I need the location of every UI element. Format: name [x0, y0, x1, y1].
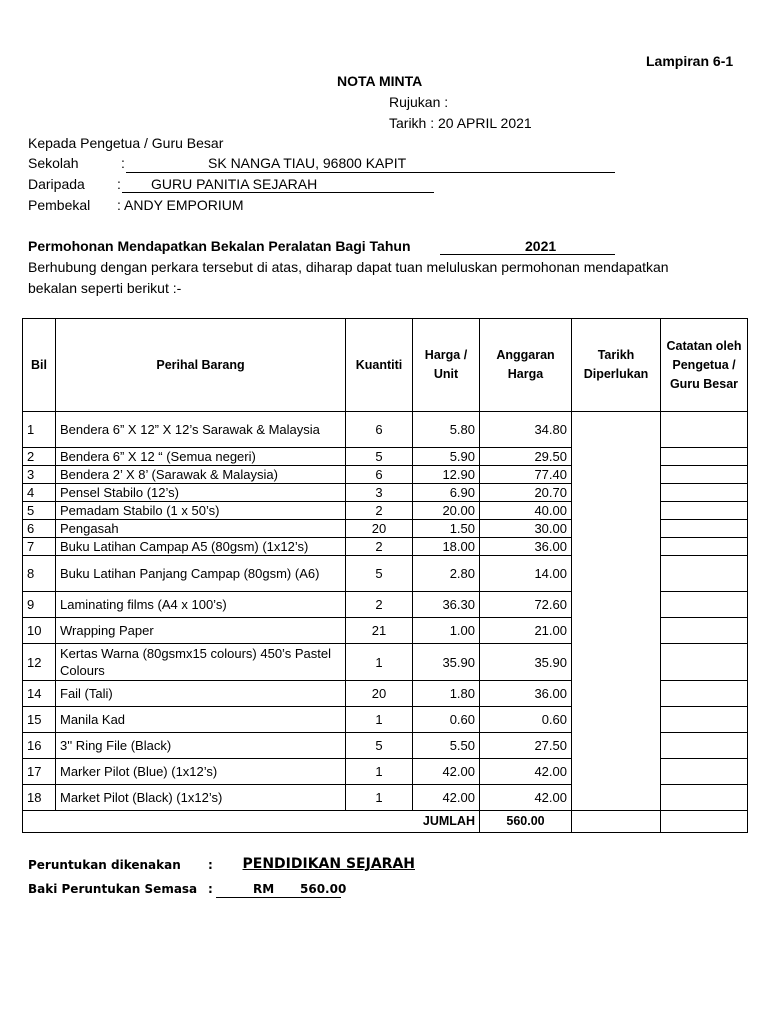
- peruntukan-label: Peruntukan dikenakan: [28, 858, 181, 872]
- bil-cell: 3: [23, 466, 56, 484]
- bil-cell: 9: [23, 592, 56, 618]
- total-price-cell: 77.40: [480, 466, 572, 484]
- total-tarikh-cell: [572, 811, 661, 833]
- total-price-cell: 27.50: [480, 733, 572, 759]
- total-price-cell: 42.00: [480, 759, 572, 785]
- request-heading: Permohonan Mendapatkan Bekalan Peralatan Bagi Tahun: [28, 238, 411, 254]
- item-cell: Marker Pilot (Blue) (1x12’s): [56, 759, 346, 785]
- unit-price-cell: 20.00: [413, 502, 480, 520]
- total-price-cell: 21.00: [480, 618, 572, 644]
- item-cell: Kertas Warna (80gsmx15 colours) 450’s Pastel Colours: [56, 644, 346, 681]
- unit-price-cell: 6.90: [413, 484, 480, 502]
- request-year: 2021: [525, 238, 557, 254]
- catatan-cell: [661, 538, 748, 556]
- header-anggaran: Anggaran Harga: [480, 319, 572, 412]
- unit-price-cell: 35.90: [413, 644, 480, 681]
- unit-price-cell: 0.60: [413, 707, 480, 733]
- item-cell: 3'' Ring File (Black): [56, 733, 346, 759]
- qty-cell: 1: [346, 644, 413, 681]
- catatan-cell: [661, 733, 748, 759]
- qty-cell: 3: [346, 484, 413, 502]
- item-cell: Bendera 2’ X 8’ (Sarawak & Malaysia): [56, 466, 346, 484]
- unit-price-cell: 12.90: [413, 466, 480, 484]
- unit-price-cell: 42.00: [413, 759, 480, 785]
- baki-value: 560.00: [300, 882, 347, 896]
- daripada-underline: [122, 192, 434, 193]
- bil-cell: 8: [23, 556, 56, 592]
- catatan-cell: [661, 681, 748, 707]
- baki-currency: RM: [253, 882, 275, 896]
- header-harga: Harga / Unit: [413, 319, 480, 412]
- unit-price-cell: 36.30: [413, 592, 480, 618]
- item-cell: Bendera 6” X 12 “ (Semua negeri): [56, 448, 346, 466]
- total-price-cell: 30.00: [480, 520, 572, 538]
- bil-cell: 4: [23, 484, 56, 502]
- unit-price-cell: 1.00: [413, 618, 480, 644]
- bil-cell: 15: [23, 707, 56, 733]
- total-price-cell: 0.60: [480, 707, 572, 733]
- item-cell: Buku Latihan Campap A5 (80gsm) (1x12’s): [56, 538, 346, 556]
- document-title: NOTA MINTA: [337, 73, 423, 89]
- lampiran-label: Lampiran 6-1: [646, 53, 734, 69]
- bil-cell: 2: [23, 448, 56, 466]
- table-row: [23, 412, 748, 448]
- daripada-label: Daripada: [28, 176, 85, 192]
- total-price-cell: 34.80: [480, 412, 572, 448]
- qty-cell: 2: [346, 538, 413, 556]
- header-perihal: Perihal Barang: [56, 319, 346, 412]
- qty-cell: 6: [346, 466, 413, 484]
- request-body-line1: Berhubung dengan perkara tersebut di atas, diharap dapat tuan meluluskan permohonan mendapatkan: [28, 259, 669, 275]
- sekolah-label: Sekolah: [28, 155, 79, 171]
- total-price-cell: 72.60: [480, 592, 572, 618]
- request-body-line2: bekalan seperti berikut :-: [28, 280, 182, 296]
- unit-price-cell: 5.80: [413, 412, 480, 448]
- header-tarikh: Tarikh Diperlukan: [572, 319, 661, 412]
- item-cell: Market Pilot (Black) (1x12’s): [56, 785, 346, 811]
- qty-cell: 21: [346, 618, 413, 644]
- item-cell: Pengasah: [56, 520, 346, 538]
- bil-cell: 17: [23, 759, 56, 785]
- daripada-colon: :: [117, 176, 121, 192]
- qty-cell: 6: [346, 412, 413, 448]
- peruntukan-colon: :: [208, 858, 213, 872]
- baki-label: Baki Peruntukan Semasa: [28, 882, 198, 896]
- sekolah-colon: :: [121, 155, 125, 171]
- qty-cell: 5: [346, 733, 413, 759]
- total-price-cell: 14.00: [480, 556, 572, 592]
- bil-cell: 18: [23, 785, 56, 811]
- catatan-cell: [661, 556, 748, 592]
- qty-cell: 5: [346, 448, 413, 466]
- catatan-cell: [661, 466, 748, 484]
- bil-cell: 7: [23, 538, 56, 556]
- unit-price-cell: 42.00: [413, 785, 480, 811]
- bil-cell: 6: [23, 520, 56, 538]
- item-cell: Wrapping Paper: [56, 618, 346, 644]
- total-row: [23, 811, 748, 833]
- total-price-cell: 29.50: [480, 448, 572, 466]
- catatan-cell: [661, 785, 748, 811]
- unit-price-cell: 18.00: [413, 538, 480, 556]
- bil-cell: 16: [23, 733, 56, 759]
- catatan-cell: [661, 502, 748, 520]
- catatan-cell: [661, 759, 748, 785]
- item-cell: Laminating films (A4 x 100’s): [56, 592, 346, 618]
- rujukan-line: Rujukan :: [389, 94, 449, 110]
- qty-cell: 2: [346, 592, 413, 618]
- baki-underline: [216, 897, 341, 898]
- header-catatan: Catatan oleh Pengetua / Guru Besar: [661, 319, 748, 412]
- total-price-cell: 42.00: [480, 785, 572, 811]
- sekolah-value: SK NANGA TIAU, 96800 KAPIT: [208, 155, 407, 171]
- item-cell: Fail (Tali): [56, 681, 346, 707]
- bil-cell: 12: [23, 644, 56, 681]
- catatan-cell: [661, 484, 748, 502]
- bil-cell: 10: [23, 618, 56, 644]
- item-cell: Pensel Stabilo (12’s): [56, 484, 346, 502]
- table-header-row: [23, 319, 748, 412]
- item-cell: Bendera 6” X 12” X 12’s Sarawak & Malaysia: [56, 412, 346, 448]
- qty-cell: 1: [346, 785, 413, 811]
- catatan-cell: [661, 520, 748, 538]
- qty-cell: 2: [346, 502, 413, 520]
- pembekal-value: : ANDY EMPORIUM: [117, 197, 244, 213]
- unit-price-cell: 5.50: [413, 733, 480, 759]
- total-price-cell: 40.00: [480, 502, 572, 520]
- header-bil: Bil: [23, 319, 56, 412]
- catatan-cell: [661, 592, 748, 618]
- jumlah-label: JUMLAH: [23, 811, 480, 833]
- unit-price-cell: 1.50: [413, 520, 480, 538]
- qty-cell: 1: [346, 759, 413, 785]
- bil-cell: 14: [23, 681, 56, 707]
- sekolah-underline: [126, 172, 615, 173]
- year-underline: [440, 254, 615, 255]
- unit-price-cell: 1.80: [413, 681, 480, 707]
- item-cell: Manila Kad: [56, 707, 346, 733]
- qty-cell: 5: [346, 556, 413, 592]
- catatan-cell: [661, 618, 748, 644]
- item-cell: Pemadam Stabilo (1 x 50’s): [56, 502, 346, 520]
- jumlah-value: 560.00: [480, 811, 572, 833]
- total-price-cell: 35.90: [480, 644, 572, 681]
- bil-cell: 1: [23, 412, 56, 448]
- pembekal-label: Pembekal: [28, 197, 91, 213]
- unit-price-cell: 2.80: [413, 556, 480, 592]
- catatan-cell: [661, 644, 748, 681]
- kepada-line: Kepada Pengetua / Guru Besar: [28, 135, 224, 151]
- qty-cell: 20: [346, 520, 413, 538]
- tarikh-cell: [572, 412, 661, 811]
- total-price-cell: 36.00: [480, 681, 572, 707]
- tarikh-line: Tarikh : 20 APRIL 2021: [389, 115, 532, 131]
- qty-cell: 1: [346, 707, 413, 733]
- catatan-cell: [661, 707, 748, 733]
- catatan-cell: [661, 448, 748, 466]
- baki-colon: :: [208, 882, 213, 896]
- total-catatan-cell: [661, 811, 748, 833]
- peruntukan-value: PENDIDIKAN SEJARAH: [242, 856, 415, 872]
- unit-price-cell: 5.90: [413, 448, 480, 466]
- total-price-cell: 36.00: [480, 538, 572, 556]
- items-table: [22, 318, 748, 833]
- catatan-cell: [661, 412, 748, 448]
- total-price-cell: 20.70: [480, 484, 572, 502]
- qty-cell: 20: [346, 681, 413, 707]
- header-kuantiti: Kuantiti: [346, 319, 413, 412]
- bil-cell: 5: [23, 502, 56, 520]
- item-cell: Buku Latihan Panjang Campap (80gsm) (A6): [56, 556, 346, 592]
- daripada-value: GURU PANITIA SEJARAH: [151, 176, 318, 192]
